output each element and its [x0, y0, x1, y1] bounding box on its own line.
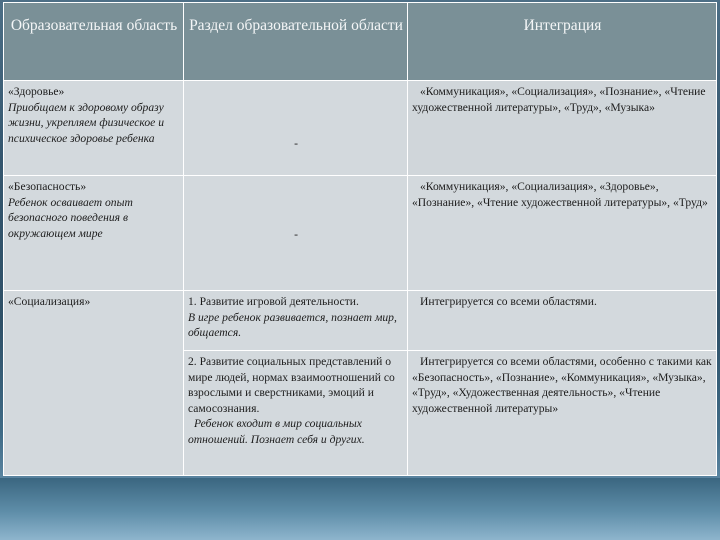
header-educational-area: Образовательная область — [4, 3, 184, 81]
integration-cell — [408, 351, 717, 476]
section-cell — [184, 291, 408, 351]
header-area-section: Раздел образовательной области — [184, 3, 408, 81]
section-title: 1. Развитие игровой деятельности. — [188, 295, 359, 308]
integration-text: Интегрируется со всеми областями. — [420, 295, 597, 308]
section-cell — [184, 176, 408, 291]
integration-cell — [408, 291, 717, 351]
table-row — [4, 176, 717, 291]
section-description: Ребенок входит в мир социальных отношений. Познает себя и других. — [188, 417, 365, 446]
decorative-footer-band — [0, 478, 720, 540]
section-cell — [184, 351, 408, 476]
area-title: «Здоровье» — [8, 85, 65, 98]
integration-cell — [408, 81, 717, 176]
section-description: В игре ребенок развивается, познает мир, общается. — [188, 310, 397, 340]
integration-cell — [408, 176, 717, 291]
area-cell — [4, 176, 184, 291]
area-title: «Социализация» — [8, 295, 91, 308]
empty-dash: - — [294, 137, 298, 150]
area-cell — [4, 291, 184, 476]
area-description: Приобщаем к здоровому образу жизни, укрепляем физическое и психическое здоровье ребенка — [8, 100, 164, 145]
empty-dash: - — [294, 228, 298, 241]
section-cell — [184, 81, 408, 176]
integration-text: «Коммуникация», «Социализация», «Познание», «Чтение художественной литературы», «Труд», «Музыка» — [412, 85, 706, 114]
area-description: Ребенок осваивает опыт безопасного поведения в окружающем мире — [8, 195, 133, 240]
integration-table — [3, 2, 717, 476]
integration-text: «Коммуникация», «Социализация», «Здоровье», «Познание», «Чтение художественной литературы», «Труд» — [412, 180, 708, 209]
area-cell — [4, 81, 184, 176]
area-title: «Безопасность» — [8, 180, 87, 193]
table-header-row — [4, 3, 717, 81]
table-row — [4, 81, 717, 176]
header-integration: Интеграция — [408, 3, 717, 81]
integration-text: Интегрируется со всеми областями, особенно с такими как «Безопасность», «Познание», «Коммуникация», «Музыка», «Труд», «Художественная деятельность», «Чтение художественной литературы» — [412, 355, 712, 415]
section-title: 2. Развитие социальных представлений о мире людей, нормах взаимоотношений со взрослыми и сверстниками, эмоций и самосознания. — [188, 355, 395, 415]
table-row — [4, 291, 717, 351]
